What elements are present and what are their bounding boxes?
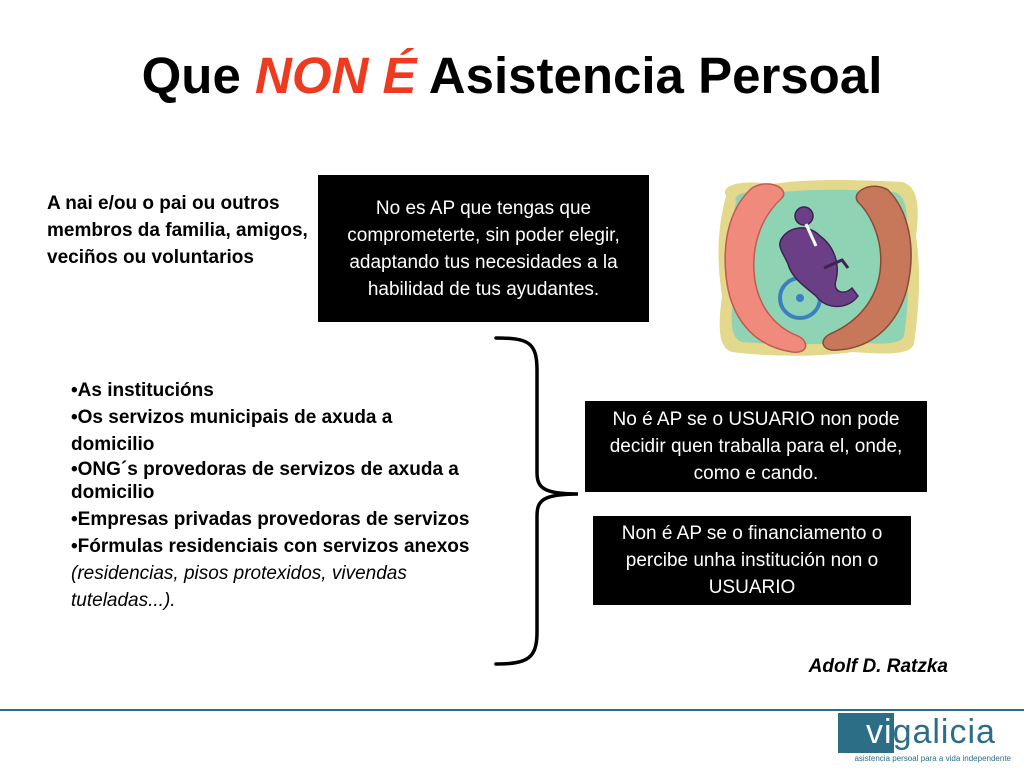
- institutions-list: [71, 377, 476, 614]
- callout-box-commitment: [318, 175, 649, 322]
- callout-box-decision-text: No é AP se o USUARIO non pode decidir quen traballa para el, onde, como e cando.: [609, 409, 903, 484]
- title-accent: NON É: [254, 47, 417, 104]
- list-item: •ONG´s provedoras de servizos de axuda a domicilio: [71, 459, 459, 503]
- list-item-note: (residencias, pisos protexidos, vivendas tuteladas...).: [71, 563, 407, 611]
- callout-box-decision: [585, 401, 927, 492]
- curly-brace-icon: [490, 332, 585, 672]
- title-prefix: Que: [141, 47, 241, 104]
- family-text: A nai e/ou o pai ou outros membros da familia, amigos, veciños ou voluntarios: [47, 193, 308, 268]
- list-item: •Empresas privadas provedoras de servizos: [71, 509, 470, 530]
- callout-box-commitment-text: No es AP que tengas que comprometerte, sin poder elegir, adaptando tus necesidades a la habilidad de tus ayudantes.: [347, 197, 620, 300]
- logo-tagline: asistencia persoal para a vida independente: [854, 754, 1011, 763]
- list-item: •Os servizos municipais de axuda a domicilio: [71, 407, 393, 455]
- title-suffix: Asistencia Persoal: [428, 47, 883, 104]
- list-item: •Fórmulas residenciais con servizos anexos (residencias, pisos protexidos, vivendas tuteladas...).: [71, 536, 470, 611]
- author-credit: Adolf D. Ratzka: [808, 656, 948, 677]
- list-item: •As institucións: [71, 380, 214, 401]
- hands-holding-wheelchair-user-icon: [712, 176, 924, 358]
- callout-box-funding: [593, 516, 911, 605]
- slide-title: [0, 44, 1024, 108]
- callout-box-funding-text: Non é AP se o financiamento o percibe unha institución non o USUARIO: [621, 523, 883, 598]
- vigalicia-logo: vigalicia: [866, 713, 996, 751]
